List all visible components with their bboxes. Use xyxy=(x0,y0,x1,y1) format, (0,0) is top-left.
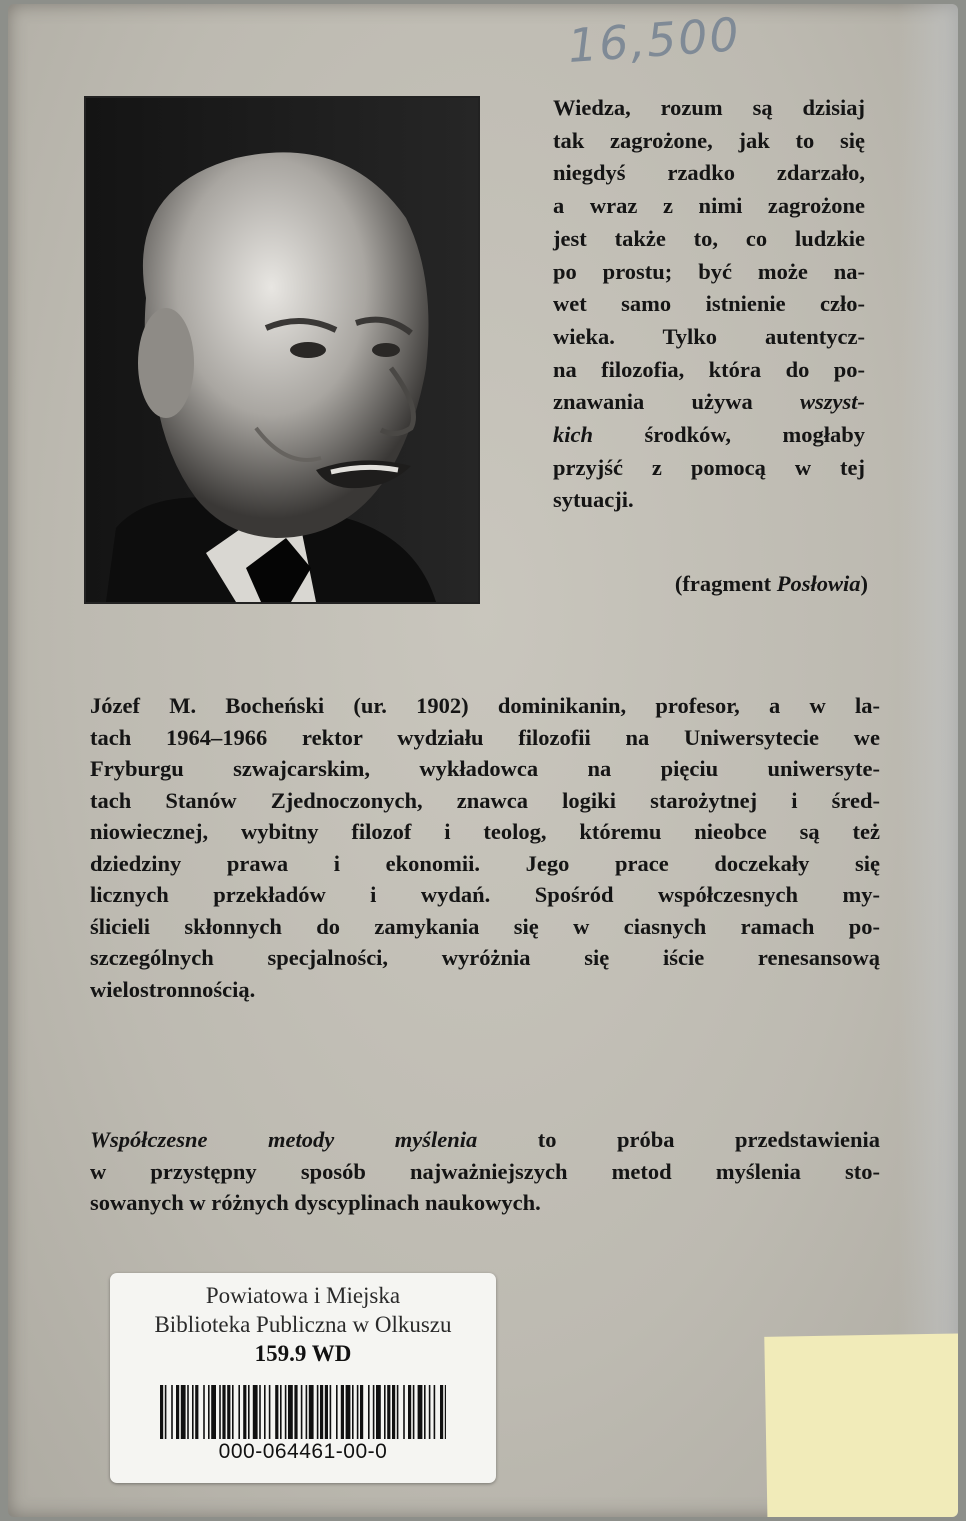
bio-line: Fryburgu szwajcarskim, wykładowca na pięciu uniwersyte- xyxy=(90,756,880,781)
quote-line: niegdyś rzadko zdarzało, xyxy=(553,160,865,186)
barcode-bar xyxy=(211,1385,216,1439)
quote-line: jest także to, co ludzkie xyxy=(553,225,865,251)
quote-line: przyjść z pomocą w tej xyxy=(553,454,865,480)
book-title: Współczesne metody myślenia xyxy=(90,1127,478,1152)
barcode-bar xyxy=(181,1385,186,1439)
barcode-bar xyxy=(269,1385,271,1439)
library-name-line1: Powiatowa i Miejska xyxy=(205,1283,401,1308)
barcode-bar xyxy=(160,1385,163,1439)
bio-line: dziedziny prawa i ekonomii. Jego prace doczekały się xyxy=(90,850,880,876)
barcode-bar xyxy=(341,1385,344,1439)
barcode-bar xyxy=(285,1385,287,1439)
barcode-bar xyxy=(368,1385,370,1439)
barcode-bar xyxy=(176,1385,179,1439)
barcode-bar xyxy=(165,1385,167,1439)
quote-source xyxy=(608,571,868,597)
barcode-bar xyxy=(288,1385,293,1439)
quote-line: wet samo istnienie czło- xyxy=(553,291,865,317)
barcode-bar xyxy=(392,1385,395,1439)
library-name-line2: Biblioteka Publiczna w Olkuszu xyxy=(154,1312,452,1337)
bio-line: szczególnych specjalności, wyróżnia się iście renesansową xyxy=(90,945,880,970)
quote-italic-word: kich xyxy=(553,422,594,448)
source-prefix: (fragment xyxy=(674,571,772,596)
barcode-bar xyxy=(384,1385,386,1439)
author-biography xyxy=(90,690,880,1005)
bio-line: niowiecznej, wybitny filozof i teolog, któremu nieobce są też xyxy=(90,819,880,844)
quote-line: na filozofia, która do po- xyxy=(553,356,865,382)
barcode-bar xyxy=(424,1385,426,1439)
barcode-bar xyxy=(203,1385,205,1439)
quote-line: sytuacji. xyxy=(553,487,634,513)
bio-line: Józef M. Bocheński (ur. 1902) dominikanin, profesor, a w la- xyxy=(90,693,880,718)
library-label xyxy=(110,1273,496,1483)
barcode-bar xyxy=(192,1385,194,1439)
quote-italic-word: wszyst- xyxy=(799,389,865,415)
call-number: 159.9 WD xyxy=(254,1341,352,1366)
bio-line: ślicieli skłonnych do zamykania się w ciasnych ramach po- xyxy=(90,913,880,939)
barcode-bar xyxy=(434,1385,436,1439)
desc-text: to próba przedstawienia xyxy=(537,1127,880,1152)
desc-line: sowanych w różnych dyscyplinach naukowych. xyxy=(90,1190,541,1215)
barcode-bar xyxy=(418,1385,423,1439)
barcode-bar xyxy=(397,1385,399,1439)
barcode-bar xyxy=(275,1385,278,1439)
barcode-bar xyxy=(301,1385,303,1439)
quote-line xyxy=(553,386,865,419)
barcode-bar xyxy=(360,1385,363,1439)
quote-passage xyxy=(553,92,865,517)
barcode-bar xyxy=(227,1385,230,1439)
bio-line: licznych przekładów i wydań. Spośród współczesnych my- xyxy=(90,882,880,907)
barcode-bar xyxy=(219,1385,221,1439)
barcode-bar xyxy=(171,1385,173,1439)
bio-line: tach 1964–1966 rektor wydziału filozofii na Uniwersytecie we xyxy=(90,724,880,750)
barcode-number: 000-064461-00-0 xyxy=(218,1440,388,1463)
barcode-bar xyxy=(306,1385,308,1439)
barcode-bar xyxy=(222,1385,225,1439)
barcode-bar xyxy=(346,1385,351,1439)
desc-line: w przystępny sposób najważniejszych metod myślenia sto- xyxy=(90,1158,880,1184)
yellow-sticker xyxy=(764,1333,958,1517)
barcode-bar xyxy=(238,1385,240,1439)
quote-line xyxy=(553,419,865,452)
bio-line: wielostronnością. xyxy=(90,976,256,1002)
barcode-bar xyxy=(387,1385,390,1439)
barcode-bar xyxy=(357,1385,359,1439)
handwritten-price-note: 16,500 xyxy=(566,7,743,74)
desc-line xyxy=(90,1124,880,1156)
barcode-bar xyxy=(317,1385,319,1439)
author-portrait-drawing xyxy=(86,98,478,602)
barcode-bar xyxy=(232,1385,234,1439)
quote-line-text: środków, mogłaby xyxy=(644,422,865,448)
barcode-bar xyxy=(195,1385,198,1439)
barcode-bar xyxy=(445,1385,446,1439)
barcode-bar xyxy=(330,1385,332,1439)
author-photo xyxy=(84,96,480,604)
barcode-bar xyxy=(408,1385,411,1439)
barcode-bar xyxy=(403,1385,405,1439)
barcode-bar xyxy=(373,1385,375,1439)
quote-line: Wiedza, rozum są dzisiaj xyxy=(553,95,865,120)
bio-line: tach Stanów Zjednoczonych, znawca logiki starożytnej i śred- xyxy=(90,787,880,813)
barcode xyxy=(160,1385,446,1439)
quote-line: tak zagrożone, jak to się xyxy=(553,127,865,153)
barcode-bar xyxy=(253,1385,258,1439)
quote-line: a wraz z nimi zagrożone xyxy=(553,193,865,219)
barcode-bar xyxy=(352,1385,354,1439)
barcode-bar xyxy=(325,1385,328,1439)
barcode-bar xyxy=(243,1385,246,1439)
barcode-bar xyxy=(336,1385,338,1439)
barcode-bar xyxy=(429,1385,431,1439)
barcode-bar xyxy=(440,1385,443,1439)
barcode-bar xyxy=(376,1385,381,1439)
barcode-bar xyxy=(187,1385,189,1439)
quote-line: wieka. Tylko autentycz- xyxy=(553,323,865,349)
quote-line: po prostu; być może na- xyxy=(553,258,865,284)
barcode-bar xyxy=(280,1385,282,1439)
barcode-bar xyxy=(309,1385,314,1439)
barcode-bar xyxy=(294,1385,297,1439)
source-suffix: ) xyxy=(860,571,868,596)
barcode-bar xyxy=(259,1385,261,1439)
barcode-bar xyxy=(264,1385,266,1439)
book-description xyxy=(90,1124,880,1219)
barcode-bar xyxy=(248,1385,250,1439)
barcode-bar xyxy=(208,1385,210,1439)
quote-line-text: znawania używa xyxy=(553,389,753,415)
barcode-bar xyxy=(320,1385,323,1439)
barcode-bar xyxy=(413,1385,415,1439)
source-title: Posłowia xyxy=(776,571,861,596)
